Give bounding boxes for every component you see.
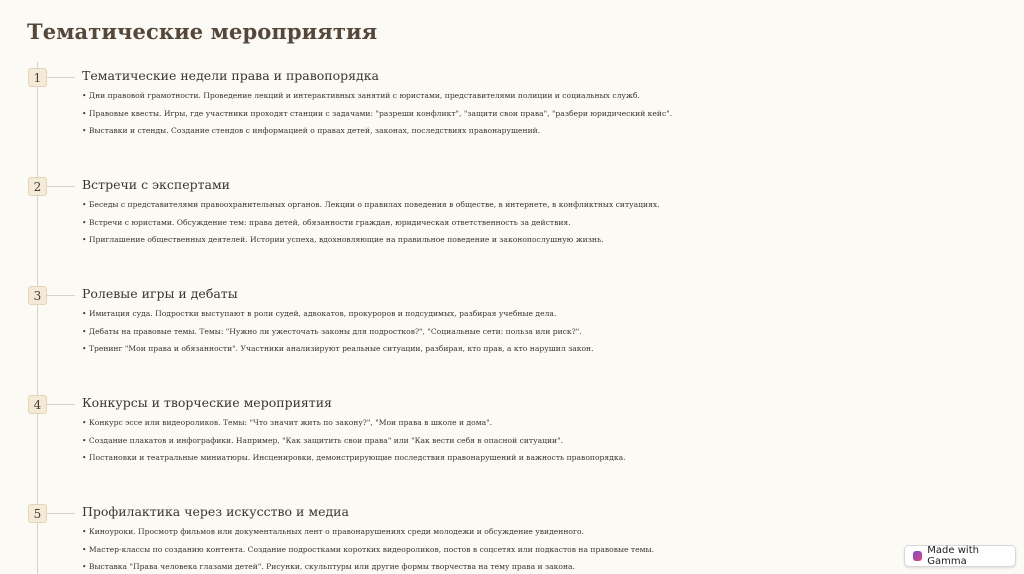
timeline-connector — [47, 404, 75, 405]
bullet-item: • Конкурс эссе или видеороликов. Темы: "Что значит жить по закону?", "Мои права в школе и дома". — [82, 418, 493, 427]
bullet-item: • Выставки и стенды. Создание стендов с информацией о правах детей, законах, последствиях правонарушений. — [82, 126, 541, 135]
timeline-line — [37, 62, 38, 574]
gamma-logo-icon — [913, 551, 922, 561]
bullet-item: • Тренинг "Мои права и обязанности". Участники анализируют реальные ситуации, разбирая, кто прав, а кто нарушил закон. — [82, 344, 594, 353]
page-title: Тематические мероприятия — [27, 19, 378, 44]
bullet-item: • Беседы с представителями правоохранительных органов. Лекции о правилах поведения в обществе, в интернете, в конфликтных ситуациях. — [82, 200, 660, 209]
bullet-item: • Киноуроки. Просмотр фильмов или документальных лент о правонарушениях среди молодежи и обсуждение увиденного. — [82, 527, 584, 536]
step-number-badge: 5 — [28, 504, 47, 523]
section-heading: Ролевые игры и дебаты — [82, 286, 238, 301]
section-heading: Тематические недели права и правопорядка — [82, 68, 380, 83]
bullet-item: • Постановки и театральные миниатюры. Инсценировки, демонстрирующие последствия правонарушений и важность правопорядка. — [82, 453, 626, 462]
step-number-badge: 4 — [28, 395, 47, 414]
section-heading: Конкурсы и творческие мероприятия — [82, 395, 332, 410]
timeline-connector — [47, 77, 75, 78]
timeline-connector — [47, 295, 75, 296]
bullet-item: • Создание плакатов и инфографики. Например, "Как защитить свои права" или "Как вести себя в опасной ситуации". — [82, 436, 564, 445]
bullet-item: • Дебаты на правовые темы. Темы: "Нужно ли ужесточать законы для подростков?", "Социальные сети: польза или риск?". — [82, 327, 582, 336]
step-number-badge: 2 — [28, 177, 47, 196]
step-number-badge: 3 — [28, 286, 47, 305]
bullet-item: • Выставка "Права человека глазами детей". Рисунки, скульптуры или другие формы творчества на тему права и закона. — [82, 562, 576, 571]
made-with-gamma-label: Made with Gamma — [927, 545, 979, 567]
section-heading: Встречи с экспертами — [82, 177, 231, 192]
timeline-connector — [47, 513, 75, 514]
timeline-connector — [47, 186, 75, 187]
step-number-badge: 1 — [28, 68, 47, 87]
bullet-item: • Мастер-классы по созданию контента. Создание подростками коротких видеороликов, постов в соцсетях или подкастов на правовые темы. — [82, 545, 654, 554]
bullet-item: • Имитация суда. Подростки выступают в роли судей, адвокатов, прокуроров и подсудимых, разбирая учебные дела. — [82, 309, 557, 318]
bullet-item: • Приглашение общественных деятелей. Истории успеха, вдохновляющие на правильное поведение и законопослушную жизнь. — [82, 235, 604, 244]
made-with-gamma-button[interactable] — [904, 545, 1016, 567]
bullet-item: • Встречи с юристами. Обсуждение тем: права детей, обязанности граждан, юридическая ответственность за действия. — [82, 218, 571, 227]
bullet-item: • Дни правовой грамотности. Проведение лекций и интерактивных занятий с юристами, представителями полиции и социальных служб. — [82, 91, 640, 100]
section-heading: Профилактика через искусство и медиа — [82, 504, 349, 519]
bullet-item: • Правовые квесты. Игры, где участники проходят станции с задачами: "разреши конфликт", "защити свои права", "разбери юридический кейс". — [82, 109, 673, 118]
